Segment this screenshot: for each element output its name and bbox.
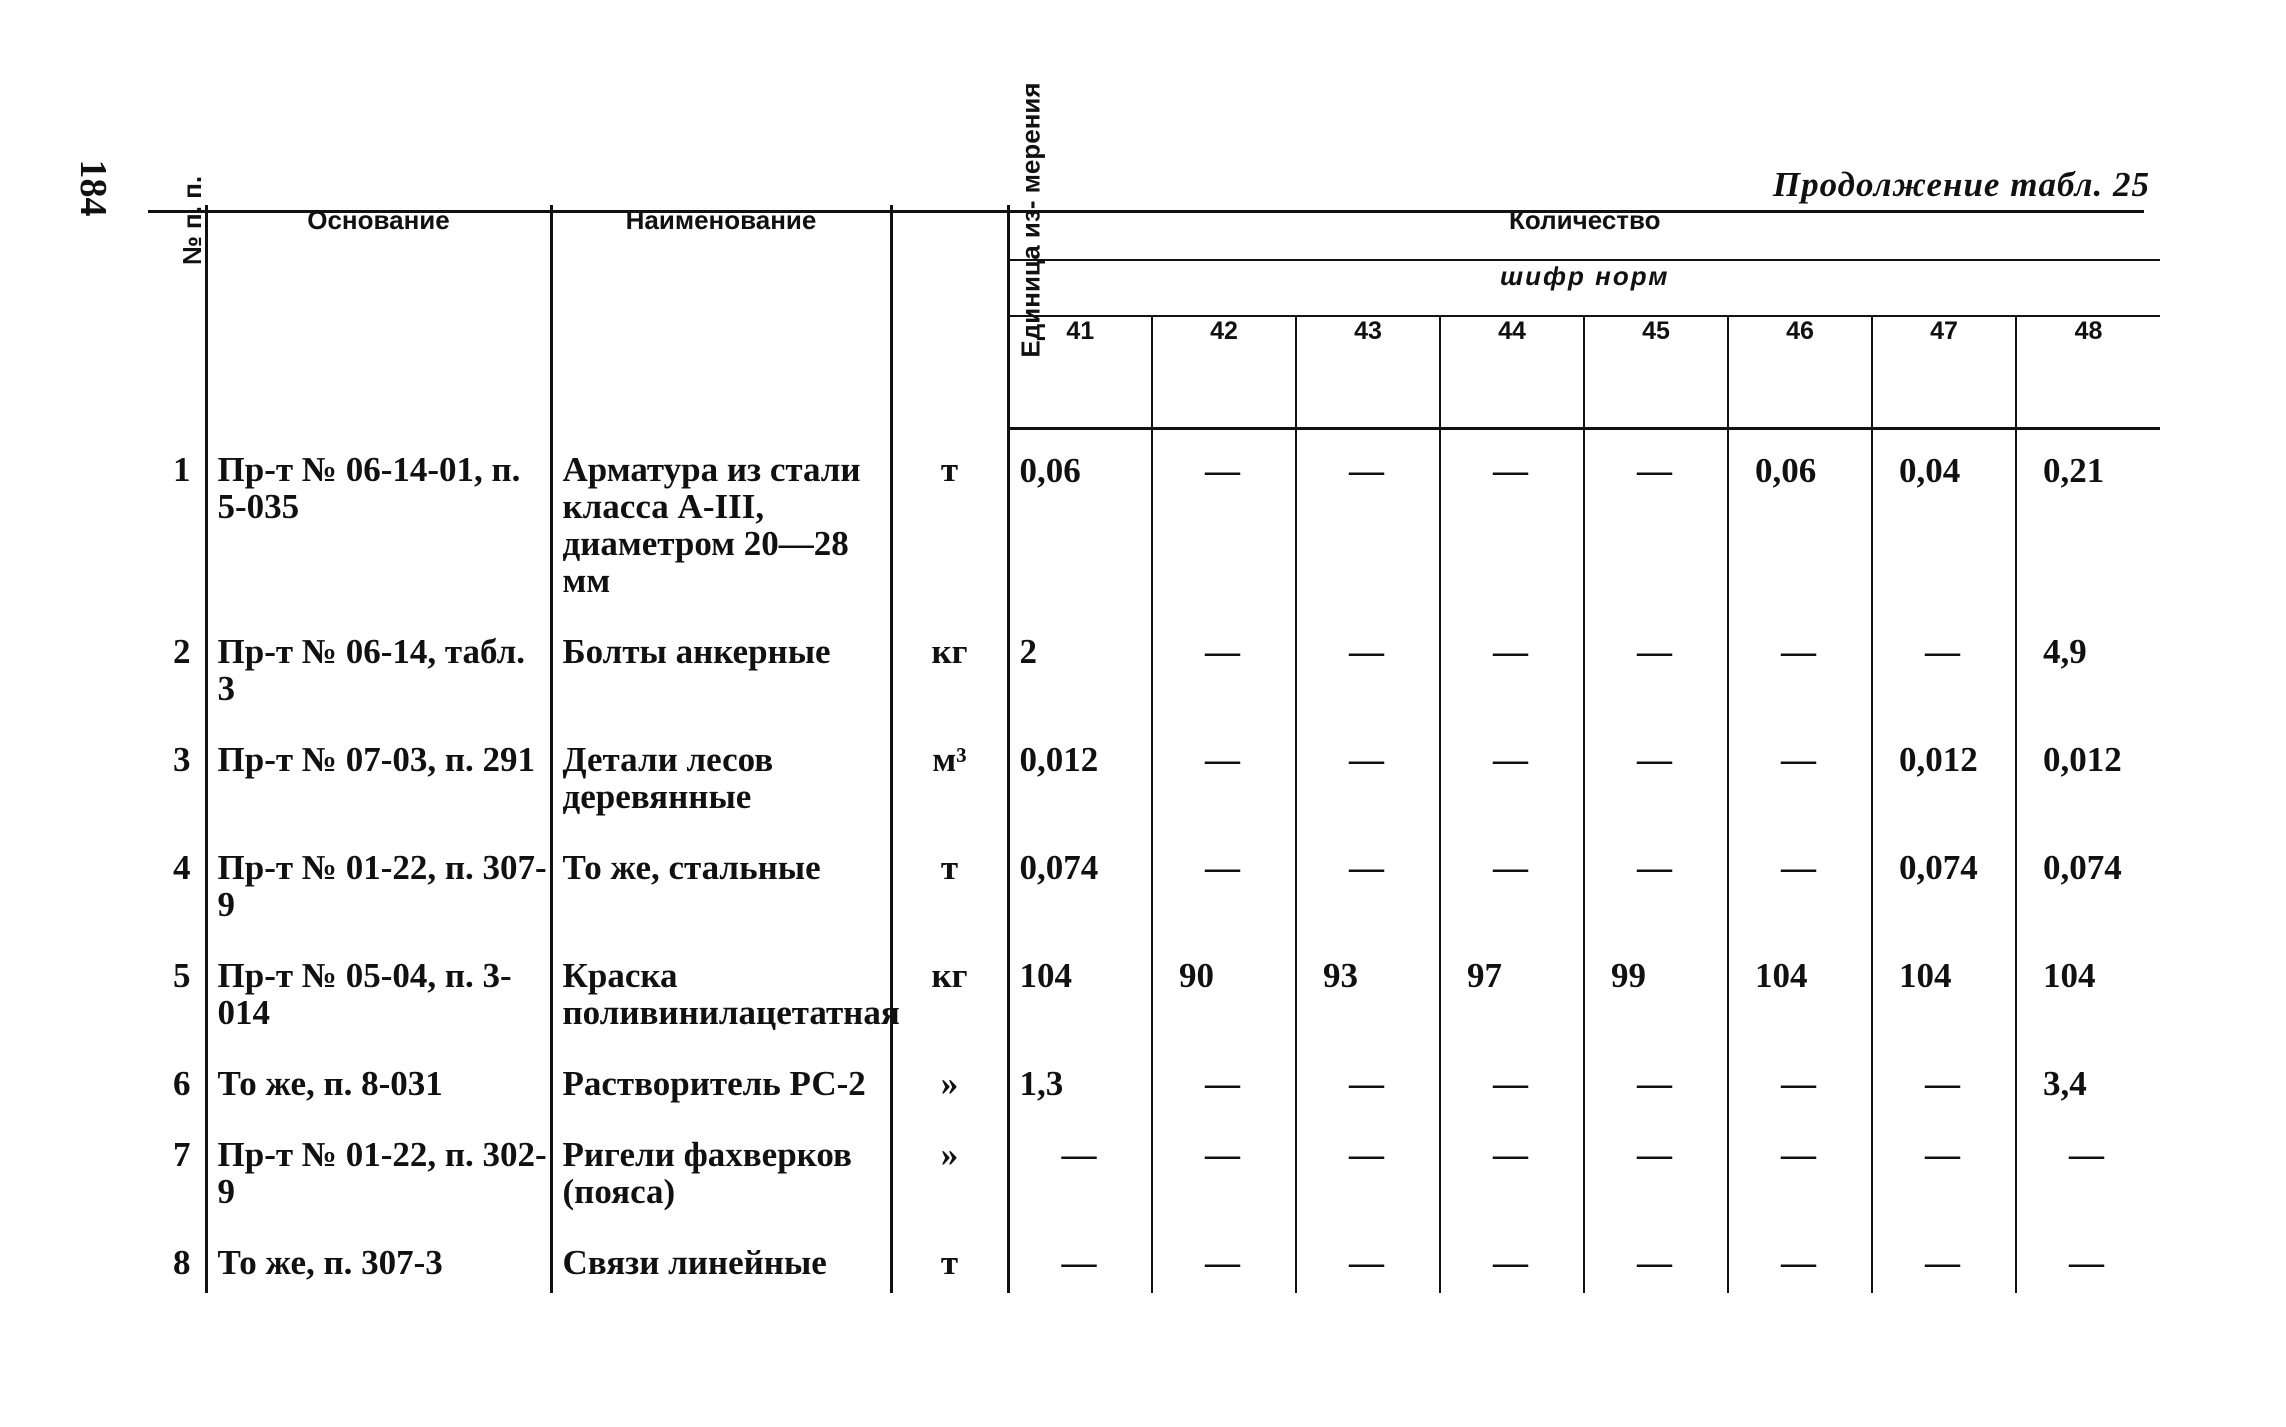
quantity-cell-47: — [1872,1222,2016,1293]
quantity-cell-48: 4,9 [2016,611,2160,719]
name-cell: Арматура из стали класса А-III, диаметром 20—28 мм [551,429,891,611]
quantity-cell-41: — [1008,1222,1152,1293]
name-cell: Краска поливинилацетатная [551,935,891,1043]
table-body [148,429,2160,1293]
quantity-cell-47: 104 [1872,935,2016,1043]
row-number: 8 [173,1242,191,1282]
header-num [148,175,208,429]
basis-cell: То же, п. 8-031 [206,1043,551,1114]
quantity-cell-42: — [1152,429,1296,611]
quantity-cell-48: 104 [2016,935,2160,1043]
unit-cell: т [891,429,1008,611]
basis-cell: Пр-т № 07-03, п. 291 [206,719,551,827]
quantity-cell-42: — [1152,827,1296,935]
quantity-cell-44: — [1440,1114,1584,1222]
unit-cell: м³ [891,719,1008,827]
quantity-cell-41: — [1008,1114,1152,1222]
unit-cell: кг [891,611,1008,719]
quantity-cell-42: — [1152,1114,1296,1222]
quantity-cell-48: 0,074 [2016,827,2160,935]
norm-code-42: 42 [1152,316,1296,429]
quantity-cell-45: — [1584,1222,1728,1293]
unit-cell: » [891,1043,1008,1114]
quantity-cell-42: — [1152,719,1296,827]
name-cell: Детали лесов деревянные [551,719,891,827]
quantity-cell-42: — [1152,611,1296,719]
header-unit [891,82,1046,429]
row-number: 6 [173,1063,191,1103]
quantity-cell-41: 104 [1008,935,1152,1043]
quantity-cell-45: — [1584,1114,1728,1222]
basis-cell: То же, п. 307-3 [206,1222,551,1293]
unit-cell: т [891,1222,1008,1293]
quantity-cell-45: — [1584,827,1728,935]
header-num-label: № п. п. [177,175,208,266]
table-row [148,1222,2160,1293]
quantity-cell-44: 97 [1440,935,1584,1043]
quantity-cell-41: 0,06 [1008,429,1152,611]
quantity-cell-46: — [1728,1222,1872,1293]
basis-cell: Пр-т № 05-04, п. 3-014 [206,935,551,1043]
unit-cell: т [891,827,1008,935]
norm-code-47: 47 [1872,316,2016,429]
quantity-cell-42: — [1152,1222,1296,1293]
quantity-cell-43: — [1296,429,1440,611]
table-row [148,1114,2160,1222]
quantity-cell-44: — [1440,611,1584,719]
quantity-cell-47: 0,04 [1872,429,2016,611]
header-name: Наименование [551,205,891,429]
table-row [148,827,2160,935]
norm-code-45: 45 [1584,316,1728,429]
quantity-cell-44: — [1440,719,1584,827]
quantity-cell-45: — [1584,429,1728,611]
row-number: 7 [173,1134,191,1174]
quantity-cell-41: 0,074 [1008,827,1152,935]
quantity-cell-46: — [1728,1114,1872,1222]
basis-cell: Пр-т № 06-14, табл. 3 [206,611,551,719]
basis-cell: Пр-т № 01-22, п. 302-9 [206,1114,551,1222]
quantity-cell-43: 93 [1296,935,1440,1043]
name-cell: Болты анкерные [551,611,891,719]
header-norm-code: шифр норм [1008,260,2160,316]
quantity-cell-42: 90 [1152,935,1296,1043]
header-basis: Основание [206,205,551,429]
quantity-cell-41: 2 [1008,611,1152,719]
quantity-cell-47: — [1872,1043,2016,1114]
quantity-cell-45: 99 [1584,935,1728,1043]
name-cell: Ригели фахверков (пояса) [551,1114,891,1222]
quantity-cell-48: — [2016,1222,2160,1293]
norm-code-44: 44 [1440,316,1584,429]
quantity-cell-48: 3,4 [2016,1043,2160,1114]
quantity-cell-43: — [1296,1114,1440,1222]
row-number: 3 [173,739,191,779]
basis-cell: Пр-т № 01-22, п. 307-9 [206,827,551,935]
quantity-cell-47: — [1872,1114,2016,1222]
table-row [148,719,2160,827]
quantity-cell-43: — [1296,611,1440,719]
quantity-cell-41: 0,012 [1008,719,1152,827]
quantity-cell-47: 0,012 [1872,719,2016,827]
quantity-cell-43: — [1296,827,1440,935]
row-number: 5 [173,955,191,995]
name-cell: Растворитель РС-2 [551,1043,891,1114]
quantity-cell-45: — [1584,719,1728,827]
table-row [148,1043,2160,1114]
quantity-cell-44: — [1440,1222,1584,1293]
quantity-cell-47: — [1872,611,2016,719]
table-caption: Продолжение табл. 25 [1772,165,2150,204]
quantity-cell-47: 0,074 [1872,827,2016,935]
norm-code-48: 48 [2016,316,2160,429]
page-number: 184 [72,159,114,217]
row-number: 4 [173,847,191,887]
quantity-cell-44: — [1440,827,1584,935]
row-number: 2 [173,631,191,671]
quantity-cell-46: — [1728,827,1872,935]
unit-cell: » [891,1114,1008,1222]
quantity-cell-43: — [1296,1043,1440,1114]
name-cell: То же, стальные [551,827,891,935]
quantity-cell-45: — [1584,611,1728,719]
quantity-cell-46: 104 [1728,935,1872,1043]
quantity-cell-46: — [1728,1043,1872,1114]
quantity-cell-48: 0,012 [2016,719,2160,827]
norm-code-46: 46 [1728,316,1872,429]
quantity-cell-48: 0,21 [2016,429,2160,611]
quantity-cell-42: — [1152,1043,1296,1114]
norm-code-41: 41 [1008,316,1152,429]
quantity-cell-46: — [1728,611,1872,719]
quantity-cell-46: 0,06 [1728,429,1872,611]
quantity-cell-45: — [1584,1043,1728,1114]
basis-cell: Пр-т № 06-14-01, п. 5-035 [206,429,551,611]
table-row [148,935,2160,1043]
quantity-cell-43: — [1296,719,1440,827]
quantity-cell-41: 1,3 [1008,1043,1152,1114]
header-quantity: Количество [1008,205,2160,260]
table-row [148,611,2160,719]
quantity-cell-43: — [1296,1222,1440,1293]
header-unit-label: Единица из- мерения [1015,82,1046,358]
row-number: 1 [173,449,191,489]
table-row [148,429,2160,611]
quantity-cell-44: — [1440,429,1584,611]
norm-code-43: 43 [1296,316,1440,429]
name-cell: Связи линейные [551,1222,891,1293]
unit-cell: кг [891,935,1008,1043]
quantity-cell-46: — [1728,719,1872,827]
quantity-cell-44: — [1440,1043,1584,1114]
quantity-cell-48: — [2016,1114,2160,1222]
